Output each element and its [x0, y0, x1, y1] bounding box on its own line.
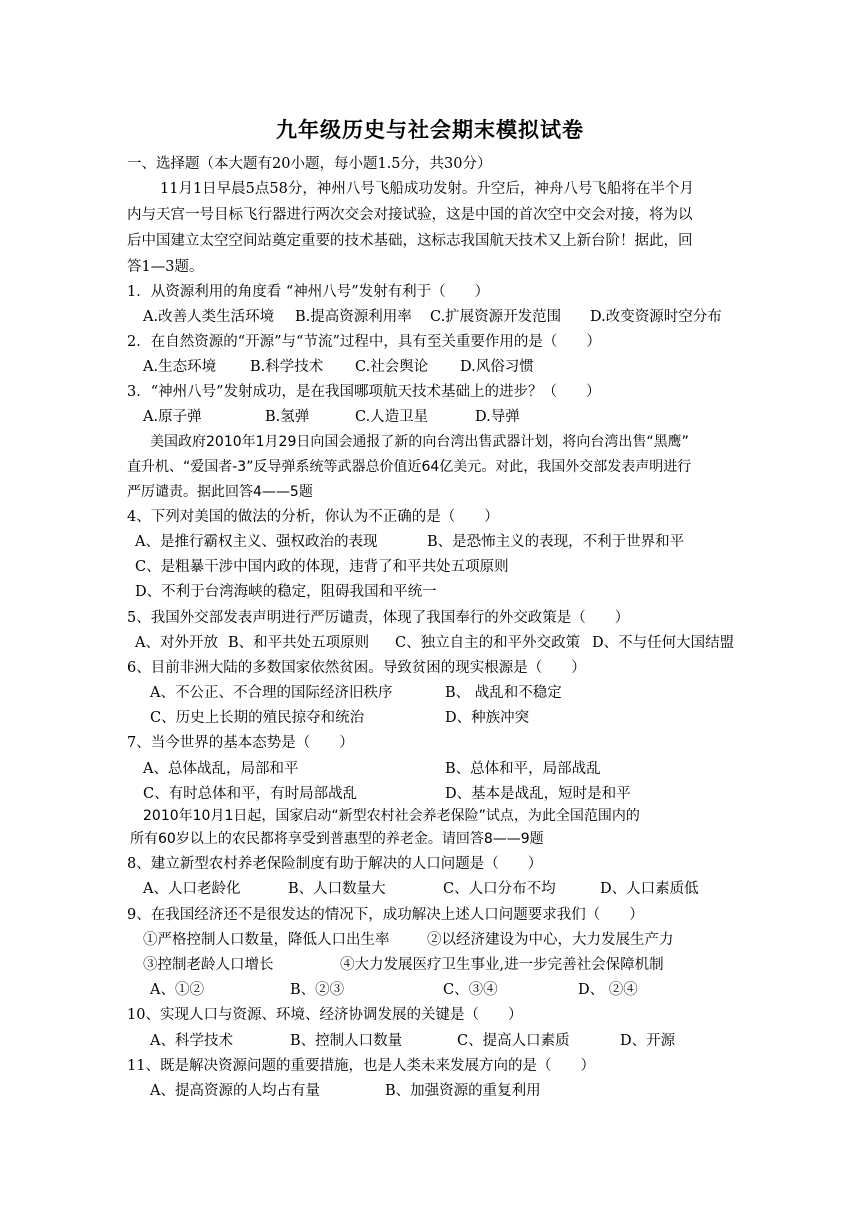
option: C、③④ — [443, 982, 498, 998]
option: C、历史上长期的殖民掠夺和统治 — [150, 710, 365, 726]
passage1-line: 后中国建立太空空间站奠定重要的技术基础，这标志我国航天技术又上新台阶！据此，回 — [127, 233, 693, 249]
passage2-line: 严厉谴责。据此回答4——5题 — [127, 484, 313, 500]
option: A、对外开放 — [135, 635, 218, 651]
passage1-line: 11月1日早晨5点58分，神州八号飞船成功发射。升空后，神舟八号飞船将在半个月 — [160, 181, 694, 197]
question-stem: 7、当今世界的基本态势是（ ） — [127, 735, 354, 751]
passage1-line: 内与天宫一号目标飞行器进行两次交会对接试验，这是中国的首次空中交会对接，将为以 — [127, 207, 693, 223]
option: A、提高资源的人均占有量 — [150, 1083, 320, 1099]
option: A、不公正、不合理的国际经济旧秩序 — [150, 685, 393, 701]
option: C.扩展资源开发范围 — [430, 309, 562, 325]
option: C.人造卫星 — [355, 409, 429, 425]
option: B.科学技术 — [250, 359, 324, 375]
option: D、基本是战乱，短时是和平 — [445, 786, 631, 802]
option: B.提高资源利用率 — [295, 309, 412, 325]
passage3-line: 2010年10月1日起，国家启动“新型农村社会养老保险”试点，为此全国范围内的 — [143, 808, 640, 824]
question-stem: 2．在自然资源的“开源”与“节流”过程中，具有至关重要作用的是（ ） — [127, 334, 601, 350]
option: C、独立自主的和平外交政策 — [395, 635, 581, 651]
option: D、 ②④ — [578, 982, 638, 998]
statement-item: ①严格控制人口数量，降低人口出生率 — [143, 932, 390, 948]
option: D、不利于台湾海峡的稳定，阻碍我国和平统一 — [135, 584, 437, 600]
option: D、种族冲突 — [445, 710, 530, 726]
option: B、人口数量大 — [288, 881, 386, 897]
question-stem: 11、既是解决资源问题的重要措施，也是人类未来发展方向的是（ ） — [127, 1058, 595, 1074]
option: B、和平共处五项原则 — [228, 635, 370, 651]
option: D.风俗习惯 — [460, 359, 534, 375]
option: B、 战乱和不稳定 — [445, 685, 562, 701]
question-stem: 3．“神州八号”发射成功，是在我国哪项航天技术基础上的进步？（ ） — [127, 384, 601, 400]
option: A.改善人类生活环境 — [143, 309, 275, 325]
passage2-line: 直升机、“爱国者-3”反导弹系统等武器总价值近64亿美元。对此，我国外交部发表声明进行 — [127, 459, 692, 475]
option: B、控制人口数量 — [290, 1033, 403, 1049]
option: C.社会舆论 — [355, 359, 429, 375]
option: C、是粗暴干涉中国内政的体现，违背了和平共处五项原则 — [135, 559, 509, 575]
option: A.原子弹 — [143, 409, 202, 425]
option: B、是恐怖主义的表现，不利于世界和平 — [427, 534, 685, 550]
option: C、人口分布不均 — [443, 881, 556, 897]
question-stem: 4、下列对美国的做法的分析，你认为不正确的是（ ） — [127, 509, 499, 525]
question-stem: 1．从资源利用的角度看 “神州八号”发射有利于（ ） — [127, 284, 490, 300]
option: D.改变资源时空分布 — [590, 309, 722, 325]
option: A、科学技术 — [150, 1033, 233, 1049]
passage2-line: 美国政府2010年1月29日向国会通报了新的向台湾出售武器计划，将向台湾出售“黑鹰” — [150, 434, 689, 450]
option: A、人口老龄化 — [143, 881, 241, 897]
option: B.氢弹 — [265, 409, 310, 425]
question-stem: 9、在我国经济还不是很发达的情况下，成功解决上述人口问题要求我们（ ） — [127, 907, 644, 923]
option: B、总体和平，局部战乱 — [445, 761, 601, 777]
question-stem: 10、实现人口与资源、环境、经济协调发展的关键是（ ） — [127, 1007, 523, 1023]
question-stem: 6、目前非洲大陆的多数国家依然贫困。导致贫困的现实根源是（ ） — [127, 660, 586, 676]
question-stem: 5、我国外交部发表声明进行严厉谴责，体现了我国奉行的外交政策是（ ） — [127, 610, 630, 626]
statement-item: ③控制老龄人口增长 — [143, 957, 274, 973]
statement-item: ④大力发展医疗卫生事业,进一步完善社会保障机制 — [340, 957, 664, 973]
section-heading: 一、选择题（本大题有20小题，每小题1.5分，共30分） — [127, 156, 492, 172]
option: D、人口素质低 — [600, 881, 699, 897]
option: A、总体战乱，局部和平 — [143, 761, 299, 777]
option: D、开源 — [620, 1033, 676, 1049]
option: D.导弹 — [475, 409, 520, 425]
option: B、②③ — [290, 982, 345, 998]
option: A.生态环境 — [143, 359, 217, 375]
page-title: 九年级历史与社会期末模拟试卷 — [276, 117, 584, 142]
option: B、加强资源的重复利用 — [385, 1083, 541, 1099]
statement-item: ②以经济建设为中心，大力发展生产力 — [427, 932, 674, 948]
passage3-line: 所有60岁以上的农民都将享受到普惠型的养老金。请回答8——9题 — [130, 831, 544, 847]
option: C、提高人口素质 — [457, 1033, 570, 1049]
passage1-line: 答1—3题。 — [127, 259, 204, 275]
option: A、是推行霸权主义、强权政治的表现 — [135, 534, 378, 550]
question-stem: 8、建立新型农村养老保险制度有助于解决的人口问题是（ ） — [127, 856, 543, 872]
option: D、不与任何大国结盟 — [592, 635, 735, 651]
option: C、有时总体和平，有时局部战乱 — [143, 786, 358, 802]
option: A、①② — [150, 982, 204, 998]
